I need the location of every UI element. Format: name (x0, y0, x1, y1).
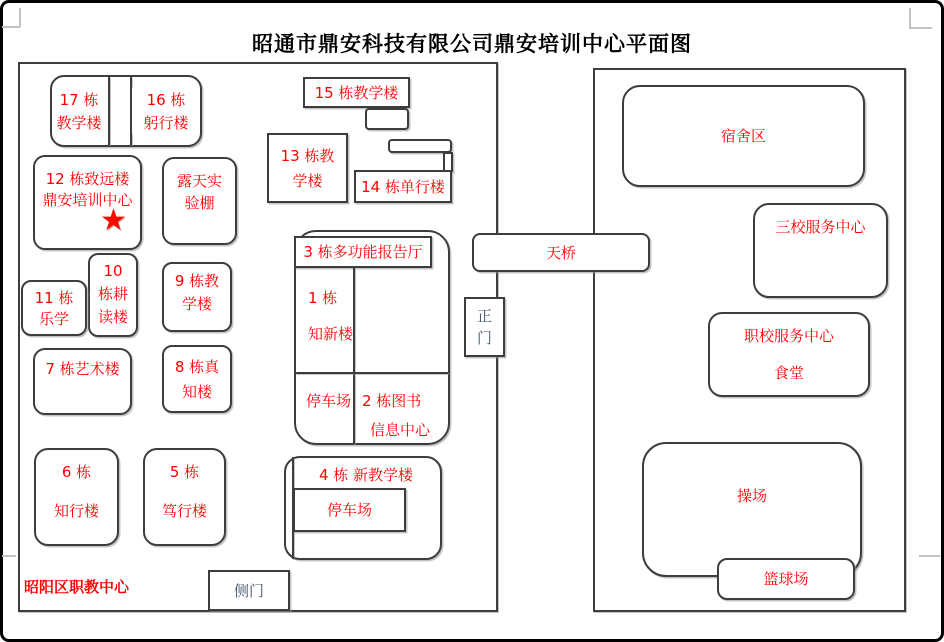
building-11: 11 栋 乐学 (21, 280, 87, 336)
basketball-court: 篮球场 (717, 558, 855, 600)
corner-mark-top-right-v (909, 8, 911, 28)
sky-bridge: 天桥 (472, 233, 650, 272)
star-marker-icon: ★ (100, 203, 127, 238)
central-block-vertical-divider (353, 267, 355, 444)
building-14: 14 栋单行楼 (354, 170, 452, 203)
building-8: 8 栋真 知楼 (162, 345, 232, 413)
page-title: 昭通市鼎安科技有限公司鼎安培训中心平面图 (252, 32, 692, 56)
building-15: 15 栋教学楼 (303, 77, 410, 108)
sports-ground: 操场 (642, 442, 862, 577)
building-2-label-line1: 2 栋图书 (362, 392, 422, 410)
open-air-shed: 露天实 验棚 (162, 157, 237, 245)
central-block-horizontal-divider (296, 372, 448, 374)
three-school-service-center: 三校服务中心 (753, 203, 888, 298)
edge-mark-right (919, 555, 940, 557)
building-4-label: 4 栋 新教学楼 (318, 466, 414, 484)
building-10: 10 栋耕 读楼 (88, 253, 138, 337)
building-15-annex (365, 108, 409, 130)
main-gate: 正 门 (464, 297, 505, 357)
building-16-label: 16 栋 躬行楼 (132, 79, 200, 143)
building-3-hall: 3 栋多功能报告厅 (294, 236, 432, 268)
building-9: 9 栋教 学楼 (162, 262, 232, 332)
building-12-training-center: 12 栋致远楼 鼎安培训中心 (33, 155, 142, 250)
left-campus-name-label: 昭阳区职教中心 (24, 578, 130, 596)
building-2-label-line2: 信息中心 (370, 421, 431, 439)
building-7: 7 栋艺术楼 (33, 348, 132, 415)
building-17-16-divider-1 (108, 77, 110, 145)
building-1-label-line1: 1 栋 (308, 289, 338, 307)
building-17-label: 17 栋 教学楼 (52, 79, 106, 143)
building-4-parking: 停车场 (293, 488, 406, 532)
building-5: 5 栋 笃行楼 (143, 448, 226, 546)
building-1-label-line2: 知新楼 (308, 325, 354, 343)
dormitory-area: 宿舍区 (622, 85, 865, 187)
central-parking-label: 停车场 (306, 392, 352, 410)
corner-mark-top-left-v (19, 8, 21, 27)
edge-mark-left (2, 555, 16, 557)
side-gate: 侧门 (208, 570, 290, 611)
building-14-bar (388, 139, 452, 153)
building-14-connector (443, 152, 453, 172)
building-6: 6 栋 知行楼 (34, 448, 119, 546)
vocational-service-center-canteen: 职校服务中心 食堂 (708, 312, 870, 397)
building-13: 13 栋教 学楼 (267, 133, 348, 203)
